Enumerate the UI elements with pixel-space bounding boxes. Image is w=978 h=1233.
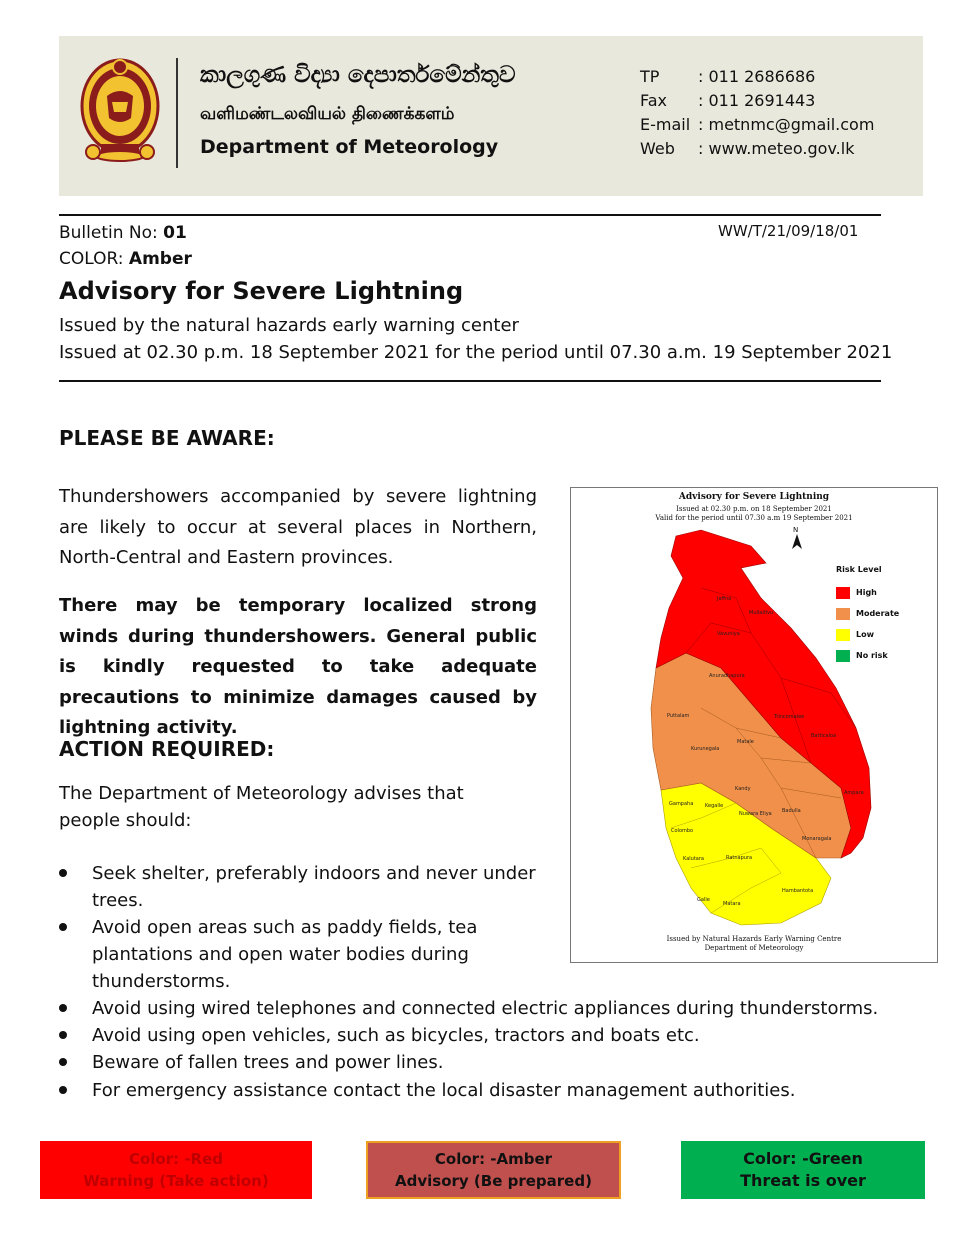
map-label-matara: Matara: [723, 901, 741, 907]
map-legend: [836, 565, 899, 666]
green-threat-over-box: Color: -Green Threat is over: [681, 1141, 925, 1199]
red-warning-box: Color: -Red Warning (Take action): [40, 1141, 312, 1199]
map-label-ampara: Ampara: [844, 790, 864, 796]
map-label-kegalle: Kegalle: [705, 803, 724, 809]
bulletin-info: [59, 220, 192, 272]
map-title: Advisory for Severe Lightning: [678, 492, 830, 502]
bullet-icon: [59, 1004, 67, 1012]
action-text: The Department of Meteorology advises that people should:: [59, 783, 464, 831]
contact-web[interactable]: Web : www.meteo.gov.lk: [640, 139, 855, 158]
contact-email[interactable]: E-mail : metnmc@gmail.com: [640, 115, 875, 134]
map-label-matale: Matale: [737, 739, 754, 745]
map-label-mullaitivu: Mullaitivu: [749, 610, 774, 616]
department-name-sinhala: කාලගුණ විද්‍යා දෙපාර්තමේන්තුව: [200, 62, 516, 88]
map-label-jaffna: Jaffna: [717, 596, 732, 602]
contact-fax: Fax : 011 2691443: [640, 91, 816, 110]
lightning-risk-map: [570, 487, 938, 963]
bullet-icon: [59, 923, 67, 931]
bulletin-number: Bulletin No: 01: [59, 223, 187, 243]
legend-item-high: High: [836, 582, 899, 603]
map-label-colombo: Colombo: [671, 828, 694, 834]
legend-swatch-no-risk: [836, 650, 850, 662]
department-name-english: Department of Meteorology: [200, 136, 499, 158]
map-label-nuwara-eliya: Nuwara Eliya: [739, 811, 772, 817]
issue-details: [59, 312, 892, 366]
north-label: N: [793, 526, 799, 534]
map-label-puttalam: Puttalam: [667, 713, 690, 719]
map-subtitle: Issued at 02.30 p.m. on 18 September 2021 Valid for the period until 07.30 a.m 19 September 2021: [655, 505, 853, 522]
bullet-icon: [59, 869, 67, 877]
legend-swatch-moderate: [836, 608, 850, 620]
map-label-kandy: Kandy: [735, 786, 751, 792]
legend-swatch-low: [836, 629, 850, 641]
map-label-kurunegala: Kurunegala: [691, 746, 720, 752]
aware-warning: There may be temporary localized strong winds during thundershowers. General public is kindly requested to take adequate precautions to minimize damages caused by lightning activity.: [59, 595, 537, 738]
map-label-vavuniya: Vavuniya: [717, 631, 740, 637]
legend-item-no-risk: No risk: [836, 645, 899, 666]
sri-lanka-emblem-icon: [79, 56, 161, 166]
section-rule: [59, 380, 881, 382]
map-label-batticaloa: Batticaloa: [811, 733, 837, 739]
advisory-title: Advisory for Severe Lightning: [59, 277, 464, 305]
aware-heading: PLEASE BE AWARE:: [59, 426, 275, 450]
map-label-ratnapura: Ratnapura: [726, 855, 753, 861]
map-label-kalutara: Kalutara: [683, 856, 704, 862]
map-label-anuradhapura: Anuradhapura: [709, 673, 745, 679]
contact-tp: TP : 011 2686686: [640, 67, 816, 86]
map-label-monaragala: Monaragala: [802, 836, 832, 842]
department-name-tamil: வளிமண்டலவியல் திணைக்களம்: [200, 104, 455, 124]
map-footer: Issued by Natural Hazards Early Warning Centre Department of Meteorology: [666, 935, 842, 952]
bullet-icon: [59, 1058, 67, 1066]
legend-title: Risk Level: [836, 565, 882, 574]
map-label-hambantota: Hambantota: [782, 888, 814, 894]
contact-details: [640, 65, 874, 161]
legend-swatch-high: [836, 587, 850, 599]
map-label-gampaha: Gampaha: [669, 801, 694, 807]
issued-by: Issued by the natural hazards early warning center: [59, 315, 519, 336]
header-divider: [176, 58, 178, 168]
map-label-galle: Galle: [697, 897, 710, 903]
bulletin-color: COLOR: Amber: [59, 249, 192, 269]
legend-item-low: Low: [836, 624, 899, 645]
top-rule: [59, 214, 881, 216]
map-label-badulla: Badulla: [782, 808, 801, 814]
issued-at: Issued at 02.30 p.m. 18 September 2021 for the period until 07.30 a.m. 19 September 2021: [59, 342, 893, 363]
bullet-icon: [59, 1031, 67, 1039]
map-label-trincomalee: Trincomalee: [774, 714, 805, 720]
legend-item-moderate: Moderate: [836, 603, 899, 624]
action-heading: ACTION REQUIRED:: [59, 737, 275, 761]
bulletin-reference: WW/T/21/09/18/01: [718, 222, 859, 240]
aware-text: Thundershowers accompanied by severe lightning are likely to occur at several places in Northern, North-Central and Eastern provinces.: [59, 486, 537, 568]
bullet-icon: [59, 1086, 67, 1094]
amber-advisory-box: Color: -Amber Advisory (Be prepared): [366, 1141, 621, 1199]
